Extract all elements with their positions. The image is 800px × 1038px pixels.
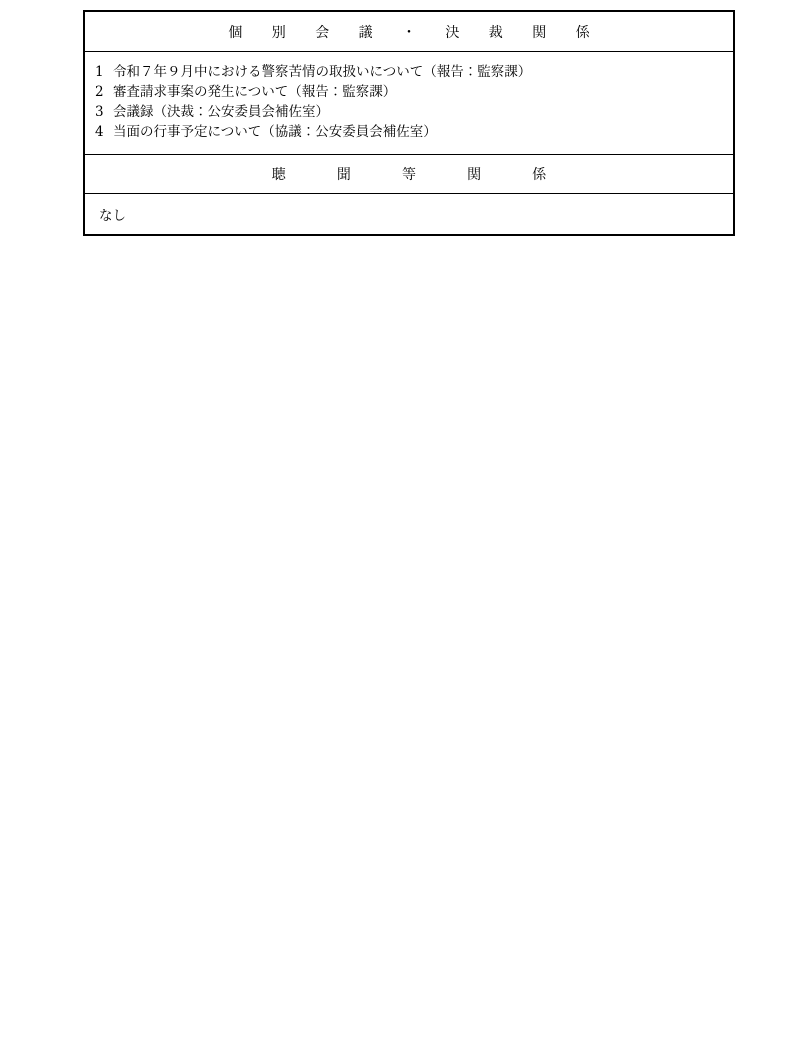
section-title-individual-meeting: 個 別 会 議 ・ 決 裁 関 係 — [228, 24, 598, 41]
section-title-hearing: 聴 聞 等 関 係 — [271, 167, 554, 183]
list-item — [85, 122, 733, 142]
agenda-item-text: 令和７年９月中における警察苦情の取扱いについて（報告：監察課） — [113, 64, 532, 80]
agenda-item-number: 4 — [95, 124, 104, 140]
hearing-section-value: なし — [99, 208, 126, 224]
agenda-item-number: 2 — [95, 84, 104, 100]
agenda-list — [85, 52, 733, 154]
agenda-item-text: 当面の行事予定について（協議：公安委員会補佐室） — [113, 124, 437, 140]
list-item — [85, 102, 733, 122]
agenda-item-number: 3 — [95, 104, 104, 120]
hearing-section-body — [85, 194, 733, 234]
list-item — [85, 62, 733, 82]
agenda-item-text: 審査請求事案の発生について（報告：監察課） — [113, 84, 397, 100]
agenda-item-text: 会議録（決裁：公安委員会補佐室） — [113, 104, 329, 120]
list-item — [85, 82, 733, 102]
meeting-agenda-table — [83, 10, 735, 236]
section-header-hearing — [85, 154, 733, 194]
agenda-item-number: 1 — [95, 64, 104, 80]
section-header-individual-meeting — [85, 12, 733, 52]
